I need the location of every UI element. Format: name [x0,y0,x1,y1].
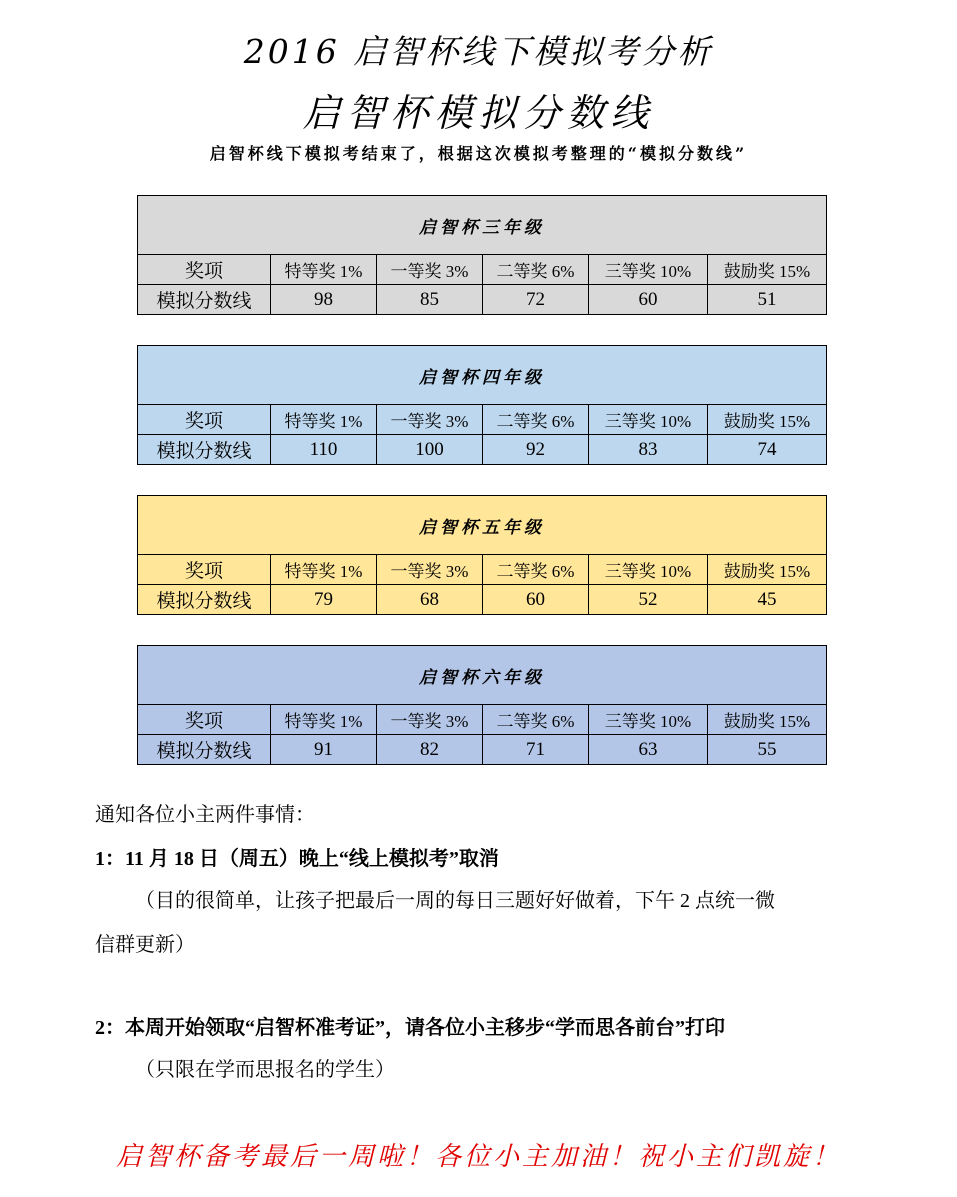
score-row [138,585,827,615]
table-title: 启智杯四年级 [138,346,827,405]
score-cell: 74 [708,435,827,465]
notice-item-1-note-cont: 信群更新） [95,934,195,956]
row-label: 模拟分数线 [138,585,271,615]
row-label: 模拟分数线 [138,435,271,465]
award-row [138,255,827,285]
row-label: 奖项 [138,405,271,435]
score-cell: 52 [589,585,708,615]
score-cell: 60 [483,585,589,615]
award-cell: 三等奖 10% [589,705,708,735]
award-cell: 一等奖 3% [377,405,483,435]
score-cell: 63 [589,735,708,765]
award-cell: 特等奖 1% [271,255,377,285]
notice-item-2-note: （只限在学而思报名的学生） [135,1059,395,1081]
table-title: 启智杯六年级 [138,646,827,705]
score-cell: 60 [589,285,708,315]
notice-heading: 通知各位小主两件事情： [95,804,315,826]
award-cell: 二等奖 6% [483,555,589,585]
row-label: 奖项 [138,555,271,585]
award-cell: 特等奖 1% [271,705,377,735]
notice-item-1-note: （目的很简单，让孩子把最后一周的每日三题好好做着，下午 2 点统一微 [135,890,775,912]
score-cell: 68 [377,585,483,615]
score-table [137,495,827,615]
award-cell: 鼓励奖 15% [708,255,827,285]
score-table [137,195,827,315]
score-cell: 110 [271,435,377,465]
score-cell: 55 [708,735,827,765]
award-cell: 特等奖 1% [271,555,377,585]
award-cell: 特等奖 1% [271,405,377,435]
award-cell: 二等奖 6% [483,405,589,435]
notice-item-1: 1：11 月 18 日（周五）晚上“线上模拟考”取消 [95,848,499,870]
table-title: 启智杯三年级 [138,196,827,255]
row-label: 奖项 [138,705,271,735]
score-cell: 79 [271,585,377,615]
award-row [138,405,827,435]
score-cell: 45 [708,585,827,615]
score-cell: 82 [377,735,483,765]
score-cell: 72 [483,285,589,315]
score-cell: 92 [483,435,589,465]
score-row [138,435,827,465]
award-cell: 鼓励奖 15% [708,405,827,435]
award-cell: 一等奖 3% [377,255,483,285]
award-cell: 鼓励奖 15% [708,555,827,585]
row-label: 模拟分数线 [138,285,271,315]
award-cell: 三等奖 10% [589,405,708,435]
score-table [137,645,827,765]
award-row [138,555,827,585]
score-cell: 85 [377,285,483,315]
subtitle: 启智杯线下模拟考结束了，根据这次模拟考整理的“模拟分数线” [209,144,748,163]
award-cell: 一等奖 3% [377,705,483,735]
row-label: 奖项 [138,255,271,285]
score-cell: 98 [271,285,377,315]
score-row [138,735,827,765]
award-cell: 三等奖 10% [589,555,708,585]
award-cell: 一等奖 3% [377,555,483,585]
table-title: 启智杯五年级 [138,496,827,555]
score-cell: 100 [377,435,483,465]
score-cell: 51 [708,285,827,315]
title-line1: 2016 启智杯线下模拟考分析 [243,32,714,71]
score-row [138,285,827,315]
notice-item-2: 2：本周开始领取“启智杯准考证”，请各位小主移步“学而思各前台”打印 [95,1017,725,1039]
closing-message: 启智杯备考最后一周啦！各位小主加油！祝小主们凯旋！ [115,1142,841,1172]
award-row [138,705,827,735]
score-cell: 91 [271,735,377,765]
award-cell: 鼓励奖 15% [708,705,827,735]
award-cell: 三等奖 10% [589,255,708,285]
score-cell: 71 [483,735,589,765]
award-cell: 二等奖 6% [483,255,589,285]
score-table [137,345,827,465]
row-label: 模拟分数线 [138,735,271,765]
title-line2: 启智杯模拟分数线 [302,91,655,135]
award-cell: 二等奖 6% [483,705,589,735]
score-cell: 83 [589,435,708,465]
